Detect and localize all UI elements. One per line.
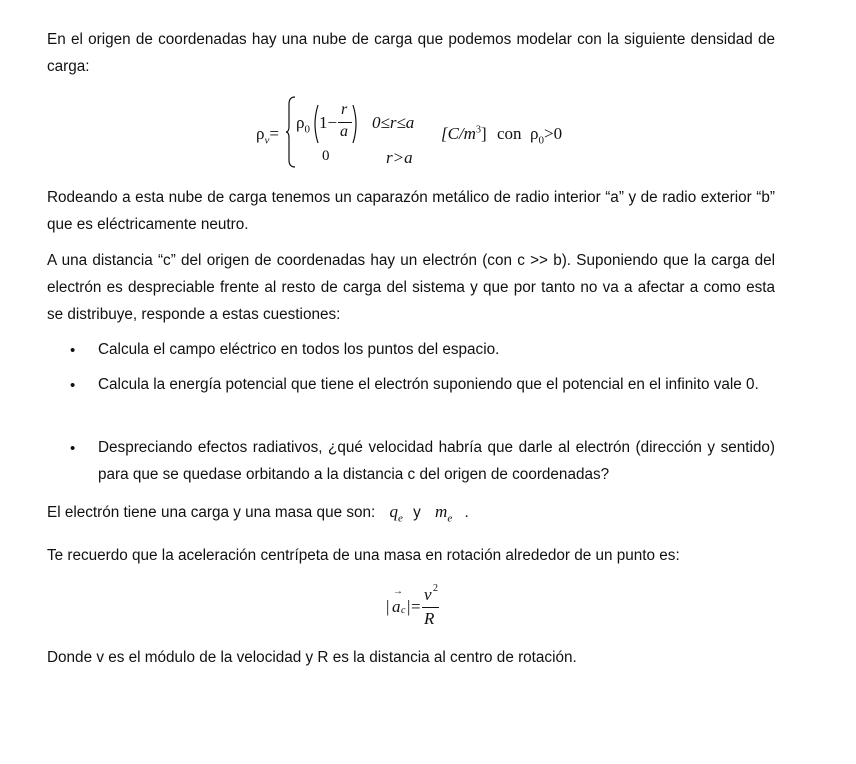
rho0-subscript: 0 [304,123,310,136]
case1-condition: 0≤r≤a [372,113,415,132]
fraction-numerator: r [341,101,348,118]
accel-equals: = [411,597,421,616]
charge-mass-text: El electrón tiene una carga y una masa que son: [47,504,376,521]
y-word: y [413,504,421,521]
units-text: [C/m [441,124,476,143]
cond-rho-subscript: 0 [538,134,544,147]
shell-paragraph: Rodeando a esta nube de carga tenemos un caparazón metálico de radio interior “a” y de radio exterior “b” que es eléctricamente neutro. [47,189,775,233]
bullet-item: Calcula el campo eléctrico en todos los puntos del espacio. [98,341,500,358]
cond-relation: >0 [543,124,563,143]
vector-arrow-icon: → [393,586,403,597]
accel-symbol: a [392,597,401,616]
period: . [464,504,469,521]
case2-value: 0 [322,148,330,164]
con-word: con [497,124,522,143]
bullet-icon: • [70,440,76,457]
accel-denominator: R [424,609,435,628]
acceleration-paragraph: Te recuerdo que la aceleración centrípeta de una masa en rotación alrededor de un punto es: [47,547,680,564]
intro-paragraph: En el origen de coordenadas hay una nube de carga que podemos modelar con la siguiente densidad de carga: [47,31,775,75]
fraction-denominator: a [340,123,348,140]
cond-rho-symbol: ρ [530,124,539,143]
q-subscript: e [398,512,403,525]
one-minus: 1− [319,113,338,132]
rho0-symbol: ρ [296,113,305,132]
bullet-item: Calcula la energía potencial que tiene el electrón suponiendo que el potencial en el infinito vale 0. [98,376,759,393]
bullet-item: Despreciando efectos radiativos, ¿qué velocidad habría que darle al electrón (dirección y sentido) para que se quedase orbitando a la distancia c del origen de coordenadas? [98,439,775,483]
rho-symbol: ρ [256,124,265,143]
abs-close: | [407,597,411,616]
bullet-icon: • [70,342,76,359]
abs-open: | [386,597,390,616]
units-close: ] [480,124,487,143]
final-paragraph: Donde v es el módulo de la velocidad y R es la distancia al centro de rotación. [47,649,577,666]
numerator-exponent: 2 [433,583,438,594]
electron-paragraph: A una distancia “c” del origen de coordenadas hay un electrón (con c >> b). Suponiendo que la carga del electrón es despreciable frente al resto de carga del sistema y que por tanto no va a afectar a como esta se distribuye, responde a estas cuestiones: [47,252,775,323]
units-exponent: 3 [475,124,481,136]
q-symbol: q [389,502,398,521]
m-subscript: e [447,512,453,525]
equals-sign: = [269,124,279,143]
bullet-icon: • [70,377,76,394]
m-symbol: m [435,502,448,521]
accel-subscript: c [401,605,406,616]
rho-subscript: v [264,134,270,147]
accel-numerator: v [424,585,432,604]
accel-fraction-bar [422,607,439,608]
case2-condition: r>a [386,148,413,167]
